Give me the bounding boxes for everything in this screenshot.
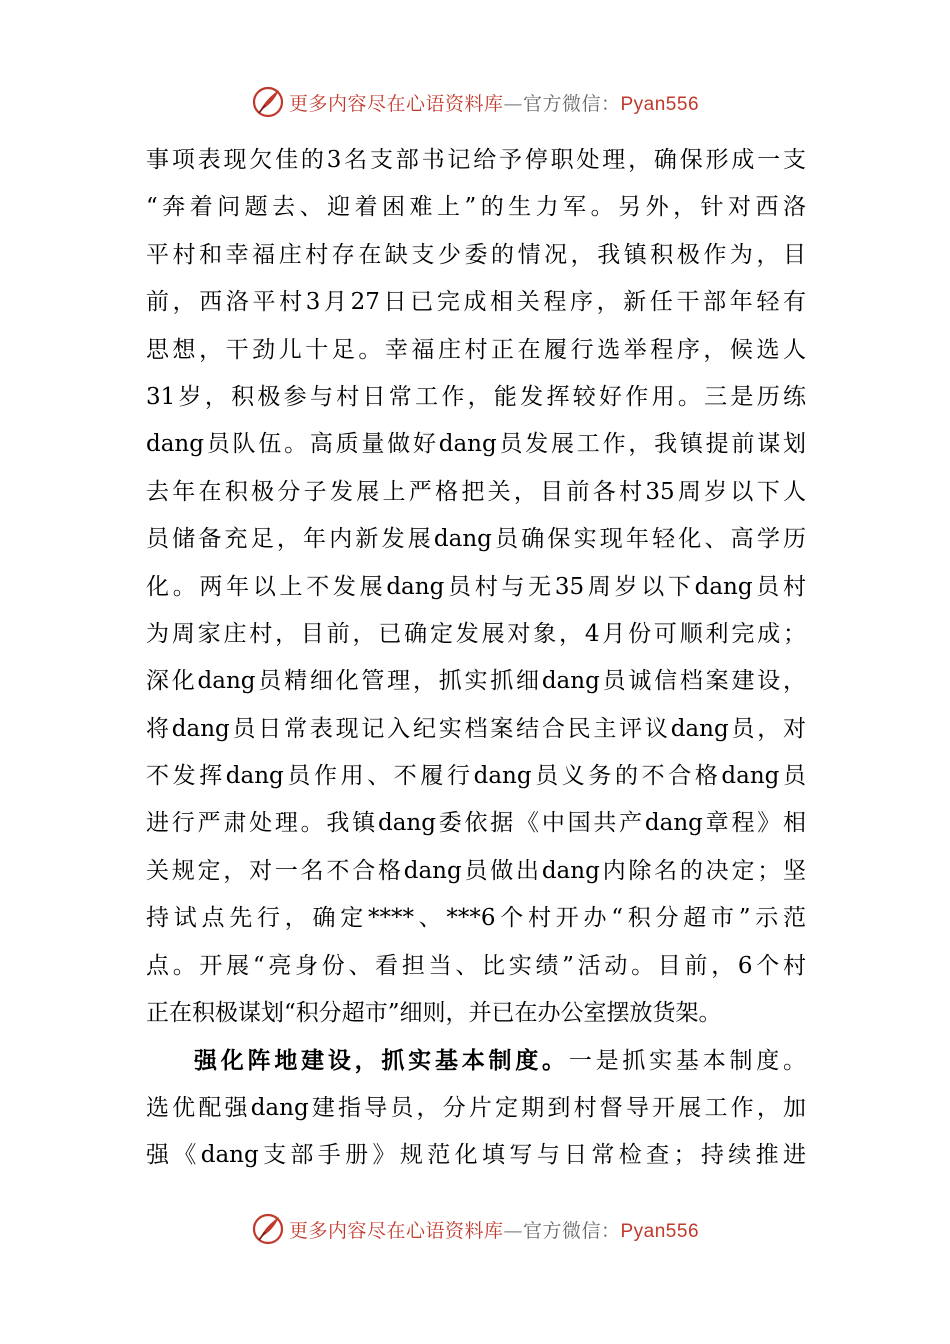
watermark-prefix: 更多内容尽在心语资料库: [288, 1219, 504, 1242]
watermark-banner-bottom: [0, 1207, 950, 1251]
document-body: [146, 137, 806, 1180]
watermark-separator: —: [503, 92, 523, 115]
text-line: 关规定，对一名不合格dang员做出dang内除名的决定；坚: [146, 857, 806, 884]
paragraph-heading: 强化阵地建设，抓实基本制度。: [194, 1047, 569, 1075]
text-line: dang员队伍。高质量做好dang员发展工作，我镇提前谋划: [146, 431, 806, 458]
watermark-separator: —: [503, 1219, 523, 1242]
text-line: 平村和幸福庄村存在缺支少委的情况，我镇积极作为，目: [146, 241, 806, 268]
watermark-label: 官方微信：: [522, 1219, 621, 1242]
paragraph-heading-rest: 一是抓实基本制度。: [568, 1048, 806, 1075]
text-line: 前，西洛平村3月27日已完成相关程序，新任干部年轻有: [146, 289, 806, 316]
text-line: 选优配强dang建指导员，分片定期到村督导开展工作，加: [146, 1094, 806, 1121]
watermark-id: Pyan556: [620, 93, 700, 115]
text-line: 事项表现欠佳的3名支部书记给予停职处理，确保形成一支: [146, 147, 806, 173]
watermark-banner-top: [0, 80, 950, 124]
watermark-prefix: 更多内容尽在心语资料库: [288, 92, 504, 115]
text-line: 点。开展“亮身份、看担当、比实绩”活动。目前，6个村: [146, 952, 806, 979]
watermark-label: 官方微信：: [522, 92, 621, 115]
text-line: 不发挥dang员作用、不履行dang员义务的不合格dang员: [146, 763, 806, 790]
feather-pen-logo-icon: [251, 85, 285, 119]
watermark-text: [289, 89, 699, 116]
text-line: 将dang员日常表现记入纪实档案结合民主评议dang员，对: [146, 715, 806, 742]
text-line: 强《dang支部手册》规范化填写与日常检查；持续推进: [146, 1142, 806, 1169]
watermark-text: [289, 1216, 699, 1243]
text-line: [146, 1037, 806, 1084]
text-line: 持试点先行，确定****、***6个村开办“积分超市”示范: [146, 905, 806, 932]
text-line: 去年在积极分子发展上严格把关，目前各村35周岁以下人: [146, 478, 806, 505]
feather-pen-logo-icon: [251, 1212, 285, 1246]
text-line: 化。两年以上不发展dang员村与无35周岁以下dang员村: [146, 573, 806, 600]
text-line: 31岁，积极参与村日常工作，能发挥较好作用。三是历练: [146, 383, 806, 410]
text-line: 进行严肃处理。我镇dang委依据《中国共产dang章程》相: [146, 810, 806, 837]
text-line: 为周家庄村，目前，已确定发展对象，4月份可顺利完成；: [146, 620, 806, 647]
paragraph-2: [146, 1037, 806, 1179]
watermark-id: Pyan556: [620, 1220, 700, 1242]
text-line: 思想，干劲儿十足。幸福庄村正在履行选举程序，候选人: [146, 336, 806, 363]
text-line: 员储备充足，年内新发展dang员确保实现年轻化、高学历: [146, 526, 806, 553]
paragraph-1: [146, 137, 806, 1037]
text-line: 深化dang员精细化管理，抓实抓细dang员诚信档案建设，: [146, 668, 806, 695]
text-line: 正在积极谋划“积分超市”细则，并已在办公室摆放货架。: [146, 1000, 722, 1027]
text-line: “奔着问题去、迎着困难上”的生力军。另外，针对西洛: [146, 194, 806, 221]
